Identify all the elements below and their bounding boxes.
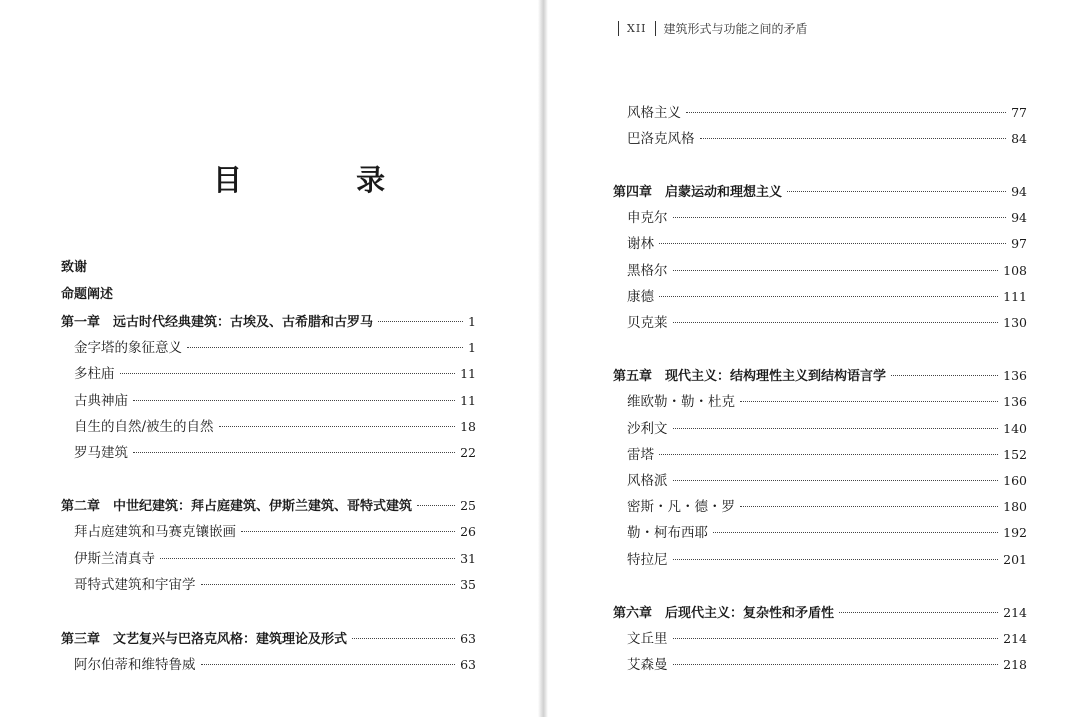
toc-section-entry bbox=[627, 551, 1027, 569]
toc-chapter-entry bbox=[613, 367, 1027, 386]
toc-section-entry bbox=[627, 393, 1027, 411]
toc-page-number: 152 bbox=[1003, 447, 1027, 462]
toc-page-number: 94 bbox=[1011, 184, 1027, 199]
toc-title: 目 录 bbox=[213, 163, 438, 197]
toc-chapter-entry bbox=[61, 286, 113, 304]
toc-page-number: 22 bbox=[460, 445, 476, 460]
toc-entry-title: 康德 bbox=[627, 289, 654, 305]
toc-page-number: 94 bbox=[1011, 210, 1027, 225]
toc-entry-title: 特拉尼 bbox=[627, 552, 668, 568]
toc-dot-leader bbox=[673, 322, 999, 323]
toc-section-entry bbox=[627, 130, 1027, 148]
toc-section-entry bbox=[74, 656, 476, 674]
toc-page-number: 214 bbox=[1003, 605, 1027, 620]
toc-page-number: 201 bbox=[1003, 552, 1027, 567]
toc-dot-leader bbox=[187, 347, 463, 348]
toc-dot-leader bbox=[201, 664, 456, 665]
toc-entry-title: 申克尔 bbox=[627, 210, 668, 226]
toc-section-entry bbox=[627, 288, 1027, 306]
toc-dot-leader bbox=[133, 400, 455, 401]
toc-page-number: 130 bbox=[1003, 315, 1027, 330]
toc-chapter-entry bbox=[613, 183, 1027, 202]
toc-section-entry bbox=[627, 209, 1027, 227]
toc-dot-leader bbox=[219, 426, 456, 427]
toc-dot-leader bbox=[891, 375, 998, 376]
running-title: 建筑形式与功能之间的矛盾 bbox=[663, 22, 808, 36]
toc-page-number: 35 bbox=[460, 577, 476, 592]
toc-entry-title: 巴洛克风格 bbox=[627, 131, 695, 147]
toc-entry-title: 金字塔的象征意义 bbox=[74, 340, 182, 356]
toc-entry-title: 密斯・凡・德・罗 bbox=[627, 499, 735, 515]
toc-entry-title: 贝克莱 bbox=[627, 315, 668, 331]
toc-dot-leader bbox=[659, 296, 998, 297]
toc-chapter-entry bbox=[61, 497, 476, 516]
toc-dot-leader bbox=[352, 638, 455, 639]
toc-dot-leader bbox=[120, 373, 456, 374]
toc-entry-title: 维欧勒・勒・杜克 bbox=[627, 394, 735, 410]
toc-page-number: 11 bbox=[460, 393, 476, 408]
toc-section-entry bbox=[74, 339, 476, 357]
toc-chapter-entry bbox=[613, 604, 1027, 623]
toc-entry-title: 罗马建筑 bbox=[74, 445, 128, 461]
toc-page-number: 11 bbox=[460, 366, 476, 381]
toc-section-entry bbox=[627, 472, 1027, 490]
toc-section-entry bbox=[627, 104, 1027, 122]
toc-entry-title: 第三章 文艺复兴与巴洛克风格：建筑理论及形式 bbox=[61, 632, 348, 647]
toc-page-number: 97 bbox=[1011, 236, 1027, 251]
toc-dot-leader bbox=[673, 480, 999, 481]
toc-section-entry bbox=[627, 630, 1027, 648]
toc-page-number: 136 bbox=[1003, 368, 1027, 383]
toc-entry-title: 阿尔伯蒂和维特鲁威 bbox=[74, 657, 196, 673]
toc-page-number: 214 bbox=[1003, 631, 1027, 646]
toc-page-number: 140 bbox=[1003, 421, 1027, 436]
toc-page-number: 84 bbox=[1011, 131, 1027, 146]
toc-page-number: 160 bbox=[1003, 473, 1027, 488]
toc-page-number: 136 bbox=[1003, 394, 1027, 409]
header-divider bbox=[618, 21, 619, 36]
toc-dot-leader bbox=[673, 270, 999, 271]
toc-entry-title: 第二章 中世纪建筑：拜占庭建筑、伊斯兰建筑、哥特式建筑 bbox=[61, 499, 413, 514]
toc-section-entry bbox=[627, 656, 1027, 674]
toc-dot-leader bbox=[740, 401, 998, 402]
toc-section-entry bbox=[627, 524, 1027, 542]
toc-entry-title: 多柱庙 bbox=[74, 366, 115, 382]
toc-section-entry bbox=[627, 498, 1027, 516]
toc-entry-title: 致谢 bbox=[61, 260, 88, 275]
toc-section-entry bbox=[74, 418, 476, 436]
toc-entry-title: 拜占庭建筑和马赛克镶嵌画 bbox=[74, 524, 236, 540]
toc-entry-title: 文丘里 bbox=[627, 631, 668, 647]
toc-entry-title: 古典神庙 bbox=[74, 393, 128, 409]
toc-entry-title: 艾森曼 bbox=[627, 657, 668, 673]
running-header bbox=[610, 20, 808, 37]
toc-section-entry bbox=[74, 365, 476, 383]
toc-page-number: 63 bbox=[460, 657, 476, 672]
toc-dot-leader bbox=[378, 321, 463, 322]
toc-entry-title: 雷塔 bbox=[627, 447, 654, 463]
toc-chapter-entry bbox=[61, 630, 476, 649]
toc-entry-title: 第一章 远古时代经典建筑：古埃及、古希腊和古罗马 bbox=[61, 315, 374, 330]
toc-entry-title: 哥特式建筑和宇宙学 bbox=[74, 577, 196, 593]
toc-dot-leader bbox=[673, 428, 999, 429]
toc-entry-title: 风格派 bbox=[627, 473, 668, 489]
toc-entry-title: 第五章 现代主义：结构理性主义到结构语言学 bbox=[613, 369, 887, 384]
toc-dot-leader bbox=[417, 505, 455, 506]
toc-dot-leader bbox=[673, 638, 999, 639]
toc-dot-leader bbox=[160, 558, 455, 559]
toc-page-number: 1 bbox=[468, 340, 476, 355]
toc-page-number: 26 bbox=[460, 524, 476, 539]
toc-section-entry bbox=[627, 446, 1027, 464]
toc-chapter-entry bbox=[61, 313, 476, 332]
toc-entry-title: 伊斯兰清真寺 bbox=[74, 551, 155, 567]
toc-page-number: 1 bbox=[468, 314, 476, 329]
toc-dot-leader bbox=[673, 559, 999, 560]
header-page-number: XII bbox=[627, 22, 647, 35]
book-spine-shadow bbox=[538, 0, 548, 717]
toc-page-number: 18 bbox=[460, 419, 476, 434]
toc-entry-title: 命题阐述 bbox=[61, 287, 114, 302]
toc-dot-leader bbox=[700, 138, 1007, 139]
toc-section-entry bbox=[627, 314, 1027, 332]
toc-section-entry bbox=[627, 235, 1027, 253]
toc-page-number: 77 bbox=[1011, 105, 1027, 120]
toc-entry-title: 黑格尔 bbox=[627, 263, 668, 279]
toc-entry-title: 风格主义 bbox=[627, 105, 681, 121]
toc-chapter-entry bbox=[61, 259, 87, 277]
toc-dot-leader bbox=[241, 531, 455, 532]
toc-entry-title: 沙利文 bbox=[627, 421, 668, 437]
toc-dot-leader bbox=[133, 452, 455, 453]
toc-section-entry bbox=[74, 550, 476, 568]
header-divider bbox=[655, 21, 656, 36]
toc-section-entry bbox=[627, 420, 1027, 438]
toc-dot-leader bbox=[659, 454, 998, 455]
toc-section-entry bbox=[74, 523, 476, 541]
toc-entry-title: 勒・柯布西耶 bbox=[627, 525, 708, 541]
toc-page-number: 31 bbox=[460, 551, 476, 566]
toc-dot-leader bbox=[659, 243, 1006, 244]
toc-page-number: 108 bbox=[1003, 263, 1027, 278]
toc-dot-leader bbox=[673, 664, 999, 665]
toc-entry-title: 谢林 bbox=[627, 236, 654, 252]
toc-entry-title: 第四章 启蒙运动和理想主义 bbox=[613, 185, 783, 200]
toc-page-number: 63 bbox=[460, 631, 476, 646]
right-page bbox=[548, 0, 1074, 717]
toc-dot-leader bbox=[787, 191, 1006, 192]
toc-page-number: 192 bbox=[1003, 525, 1027, 540]
toc-dot-leader bbox=[740, 506, 998, 507]
toc-entry-title: 自生的自然/被生的自然 bbox=[74, 419, 214, 435]
toc-dot-leader bbox=[839, 612, 998, 613]
toc-section-entry bbox=[74, 392, 476, 410]
toc-section-entry bbox=[627, 262, 1027, 280]
toc-page-number: 25 bbox=[460, 498, 476, 513]
toc-page-number: 218 bbox=[1003, 657, 1027, 672]
toc-dot-leader bbox=[201, 584, 456, 585]
toc-dot-leader bbox=[673, 217, 1007, 218]
toc-dot-leader bbox=[686, 112, 1006, 113]
toc-section-entry bbox=[74, 576, 476, 594]
toc-dot-leader bbox=[713, 532, 998, 533]
toc-entry-title: 第六章 后现代主义：复杂性和矛盾性 bbox=[613, 606, 835, 621]
toc-page-number: 180 bbox=[1003, 499, 1027, 514]
toc-page-number: 111 bbox=[1003, 289, 1027, 304]
toc-section-entry bbox=[74, 444, 476, 462]
